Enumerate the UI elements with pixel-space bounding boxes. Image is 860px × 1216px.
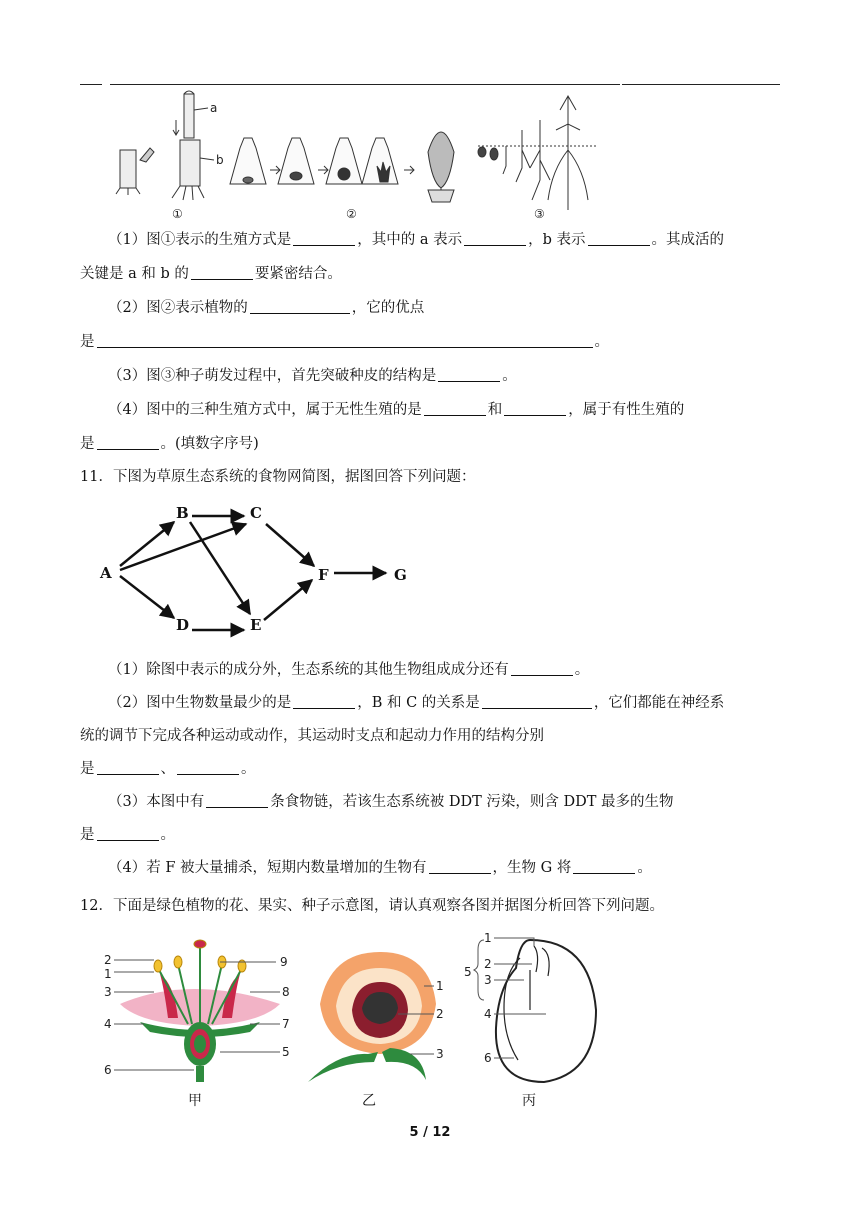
seed-label-1: 1	[484, 931, 492, 945]
node-a: A	[100, 564, 112, 582]
answer-blank[interactable]	[504, 401, 566, 416]
answer-blank[interactable]	[464, 231, 526, 246]
fruit-diagram	[300, 944, 460, 1084]
flower-label-2: 2	[104, 953, 112, 967]
q10-p2-text-c: 是	[80, 334, 95, 350]
tissue-culture-drawing	[230, 132, 454, 202]
q10-p2-text-a: （2）图②表示植物的	[108, 300, 248, 316]
answer-blank[interactable]	[97, 435, 159, 450]
q11-p3-text-b: 条食物链，若该生态系统被 DDT 污染，则含 DDT 最多的生物	[270, 794, 674, 810]
seed-label-6: 6	[484, 1051, 492, 1065]
fig1-label-a: a	[210, 101, 218, 115]
caption-yi: 乙	[362, 1093, 376, 1109]
fig1-num-3: ③	[534, 207, 545, 221]
page-number: 5 / 12	[409, 1125, 451, 1140]
flower-label-5: 5	[282, 1045, 290, 1059]
node-d: D	[176, 616, 190, 634]
caption-bing: 丙	[522, 1093, 536, 1109]
arrow-e-f	[264, 580, 312, 620]
q11-p4-text-b: ，生物 G 将	[492, 860, 572, 876]
answer-blank[interactable]	[191, 265, 253, 280]
q10-p1-text-d: 。其成活的	[651, 232, 725, 248]
node-b: B	[176, 504, 189, 522]
q10-p1-text-f: 要紧密结合。	[254, 266, 342, 282]
answer-blank[interactable]	[97, 333, 593, 348]
q10-p1-text-c: ，b 表示	[528, 232, 586, 248]
answer-blank[interactable]	[438, 367, 500, 382]
header-rule-right	[622, 84, 780, 85]
grafted-stem-drawing	[172, 91, 214, 200]
q10-p4-text-a: （4）图中的三种生殖方式中，属于无性生殖的是	[108, 402, 422, 418]
header-rule-main	[110, 84, 620, 85]
answer-blank[interactable]	[588, 231, 650, 246]
q11-p3-text-d: 。	[160, 827, 175, 843]
reproduction-figure	[110, 90, 610, 222]
food-web-diagram	[96, 496, 426, 646]
answer-blank[interactable]	[424, 401, 486, 416]
answer-blank[interactable]	[511, 661, 573, 676]
arrow-b-e	[190, 522, 250, 614]
answer-blank[interactable]	[206, 793, 268, 808]
q10-p1-text-b: ，其中的 a 表示	[357, 232, 463, 248]
answer-blank[interactable]	[573, 859, 635, 874]
seed-germination-drawing	[478, 96, 598, 210]
fruit-label-3: 3	[436, 1047, 444, 1061]
q11-line-1	[108, 660, 589, 680]
arrow-a-c	[120, 524, 246, 570]
q10-p3-text-a: （3）图③种子萌发过程中，首先突破种皮的结构是	[108, 368, 437, 384]
fig1-num-1: ①	[172, 207, 183, 221]
q11-p3-text-c: 是	[80, 827, 95, 843]
q11-line-7	[108, 858, 652, 878]
fig1-num-2: ②	[346, 207, 357, 221]
q10-line-7	[80, 434, 259, 454]
q11-line-2	[108, 693, 724, 713]
node-c: C	[250, 504, 262, 522]
grafting-stock-drawing	[116, 148, 154, 195]
node-g: G	[394, 566, 407, 584]
q11-p2-text-c: ，它们都能在神经系	[593, 695, 725, 711]
q10-line-2	[80, 264, 342, 284]
seed-label-3: 3	[484, 973, 492, 987]
flower-label-8: 8	[282, 985, 290, 999]
q11-p1-text-a: （1）除图中表示的成分外，生态系统的其他生物组成成分还有	[108, 662, 509, 678]
q11-p4-text-a: （4）若 F 被大量捕杀，短期内数量增加的生物有	[108, 860, 427, 876]
node-f: F	[318, 566, 329, 584]
caption-jia: 甲	[188, 1093, 202, 1109]
flower-label-1: 1	[104, 967, 112, 981]
flower-diagram	[100, 934, 300, 1084]
answer-blank[interactable]	[177, 760, 239, 775]
q10-p4-text-d: 是	[80, 436, 95, 452]
q10-line-5	[108, 366, 517, 386]
q11-p4-text-c: 。	[637, 860, 652, 876]
q11-p2-text-f: 、	[160, 761, 175, 777]
flower-label-3: 3	[104, 985, 112, 999]
node-e: E	[250, 616, 262, 634]
q10-line-4	[80, 332, 609, 352]
q11-line-6	[80, 825, 175, 845]
q11-p2-text-b: ，B 和 C 的关系是	[357, 695, 480, 711]
seed-label-2: 2	[484, 957, 492, 971]
q10-line-6	[108, 400, 684, 420]
q10-line-3	[108, 298, 424, 318]
flower-label-6: 6	[104, 1063, 112, 1077]
q12-title: 12．下面是绿色植物的花、果实、种子示意图，请认真观察各图并据图分析回答下列问题。	[80, 898, 664, 914]
q10-p4-text-e: 。(填数字序号)	[160, 436, 259, 452]
q11-p2-text-d: 统的调节下完成各种运动或动作，其运动时支点和起动力作用的结构分别	[80, 728, 544, 744]
answer-blank[interactable]	[97, 826, 159, 841]
q10-p2-text-b: ，它的优点	[351, 300, 425, 316]
q10-p4-text-c: ，属于有性生殖的	[568, 402, 685, 418]
seed-diagram	[460, 930, 610, 1090]
q10-p3-text-b: 。	[502, 368, 517, 384]
answer-blank[interactable]	[429, 859, 491, 874]
q10-p2-text-d: 。	[594, 334, 609, 350]
answer-blank[interactable]	[293, 694, 355, 709]
fruit-label-2: 2	[436, 1007, 444, 1021]
q11-p2-text-g: 。	[241, 761, 256, 777]
answer-blank[interactable]	[293, 231, 355, 246]
seed-label-5: 5	[464, 965, 472, 979]
header-rule-left	[80, 84, 102, 85]
q11-p2-text-e: 是	[80, 761, 95, 777]
flower-label-4: 4	[104, 1017, 112, 1031]
fig1-label-b: b	[216, 153, 224, 167]
fruit-label-1: 1	[436, 979, 444, 993]
q10-p4-text-b: 和	[487, 402, 503, 418]
q11-line-4	[80, 759, 256, 779]
answer-blank[interactable]	[97, 760, 159, 775]
flower-label-9: 9	[280, 955, 288, 969]
q10-line-1	[108, 230, 724, 250]
flower-label-7: 7	[282, 1017, 290, 1031]
seed-label-4: 4	[484, 1007, 492, 1021]
q11-line-3	[80, 726, 544, 746]
q11-title: 11．下图为草原生态系统的食物网简图，据图回答下列问题：	[80, 469, 476, 485]
q11-p2-text-a: （2）图中生物数量最少的是	[108, 695, 292, 711]
q10-p1-text-a: （1）图①表示的生殖方式是	[108, 232, 292, 248]
answer-blank[interactable]	[482, 694, 592, 709]
answer-blank[interactable]	[250, 299, 350, 314]
q11-p1-text-b: 。	[574, 662, 590, 678]
q10-p1-text-e: 关键是 a 和 b 的	[80, 266, 189, 282]
q11-p3-text-a: （3）本图中有	[108, 794, 205, 810]
arrow-c-f	[266, 524, 314, 566]
arrow-a-d	[120, 576, 174, 618]
q11-line-5	[108, 792, 674, 812]
